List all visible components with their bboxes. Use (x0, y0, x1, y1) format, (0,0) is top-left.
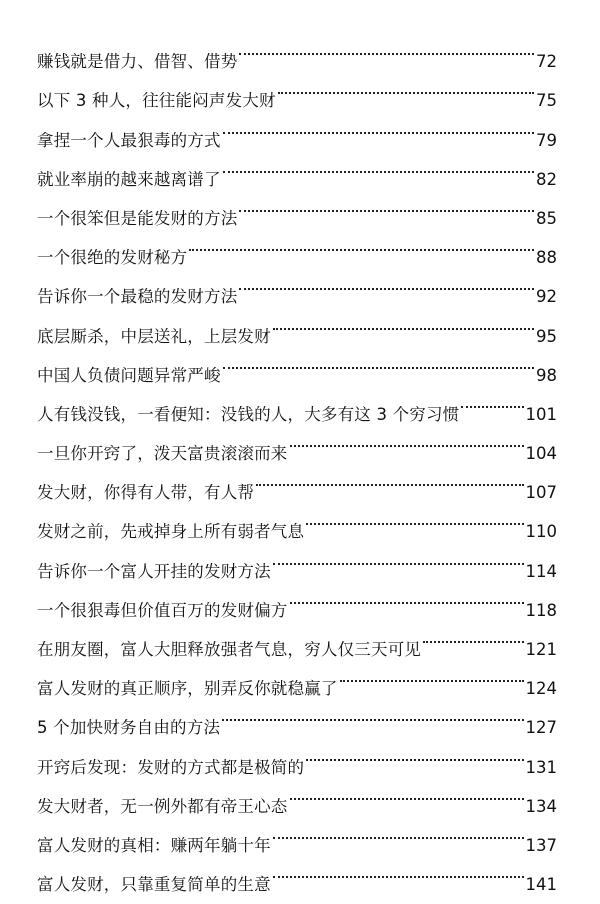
toc-entry-title: 一个很狠毒但价值百万的发财偏方 (37, 600, 288, 620)
toc-dot-leader (290, 773, 524, 812)
toc-dot-leader (273, 537, 524, 576)
toc-entry-page-number: 101 (525, 404, 557, 424)
toc-entry-page-number: 95 (536, 326, 557, 346)
toc-dot-leader (223, 146, 534, 185)
toc-dot-leader (290, 420, 524, 459)
toc-entry-title: 发大财者，无一例外都有帝王心态 (37, 796, 288, 816)
toc-entry-page-number: 85 (536, 208, 557, 228)
toc-entry-page-number: 98 (536, 365, 557, 385)
toc-list (37, 28, 557, 895)
toc-entry-page-number: 114 (525, 561, 557, 581)
toc-dot-leader (340, 655, 524, 694)
toc-entry-page-number: 75 (536, 91, 557, 111)
toc-entry-title: 发大财，你得有人带，有人帮 (37, 483, 255, 503)
toc-dot-leader (306, 498, 523, 537)
toc-dot-leader (273, 302, 534, 341)
toc-entry-page-number: 118 (525, 600, 557, 620)
toc-dot-leader (239, 185, 534, 224)
toc-entry-title: 赚钱就是借力、借智、借势 (37, 52, 238, 72)
toc-entry-page-number: 141 (525, 875, 557, 895)
toc-dot-leader (461, 381, 523, 420)
toc-dot-leader (290, 577, 524, 616)
toc-entry-title: 一个很绝的发财秘方 (37, 248, 188, 268)
toc-entry-page-number: 104 (525, 444, 557, 464)
toc-entry-title: 中国人负债问题异常严峻 (37, 365, 221, 385)
toc-entry-title: 拿捏一个人最狠毒的方式 (37, 130, 221, 150)
toc-dot-leader (256, 459, 523, 498)
toc-entry-title: 告诉你一个最稳的发财方法 (37, 287, 238, 307)
toc-entry-title: 人有钱没钱，一看便知：没钱的人，大多有这 3 个穷习惯 (37, 404, 460, 424)
toc-entry-page-number: 124 (525, 679, 557, 699)
toc-entry-title: 富人发财，只靠重复简单的生意 (37, 875, 271, 895)
toc-entry-title: 一旦你开窍了，泼天富贵滚滚而来 (37, 444, 288, 464)
toc-entry-title: 告诉你一个富人开挂的发财方法 (37, 561, 271, 581)
toc-entry-page-number: 72 (536, 52, 557, 72)
toc-entry-title: 5 个加快财务自由的方法 (37, 718, 221, 738)
toc-entry-page-number: 88 (536, 248, 557, 268)
toc-dot-leader (278, 67, 534, 106)
toc-entry[interactable] (37, 28, 557, 72)
toc-entry-title: 在朋友圈，富人大胆释放强者气息，穷人仅三天可见 (37, 640, 422, 659)
toc-dot-leader (273, 851, 524, 890)
toc-dot-leader (423, 616, 523, 655)
toc-entry-title: 底层厮杀，中层送礼，上层发财 (37, 326, 271, 346)
toc-entry-page-number: 131 (525, 757, 557, 777)
toc-entry-page-number: 137 (525, 835, 557, 855)
toc-dot-leader (273, 812, 524, 851)
toc-entry-title: 发财之前，先戒掉身上所有弱者气息 (37, 522, 305, 542)
toc-dot-leader (306, 733, 523, 772)
toc-dot-leader (239, 28, 534, 67)
toc-dot-leader (223, 342, 534, 381)
toc-entry-page-number: 110 (525, 522, 557, 542)
toc-entry-title: 就业率崩的越来越离谱了 (37, 169, 221, 189)
toc-entry-title: 以下 3 种人，往往能闷声发大财 (37, 91, 276, 111)
toc-entry-page-number: 92 (536, 287, 557, 307)
toc-entry-page-number: 127 (525, 718, 557, 738)
toc-entry-page-number: 134 (525, 796, 557, 816)
toc-dot-leader (222, 694, 523, 733)
toc-entry-page-number: 121 (525, 640, 557, 659)
toc-dot-leader (239, 263, 534, 302)
toc-entry-title: 一个很笨但是能发财的方法 (37, 208, 238, 228)
toc-entry-title: 富人发财的真正顺序，别弄反你就稳赢了 (37, 679, 338, 699)
toc-entry-page-number: 107 (525, 483, 557, 503)
toc-entry-page-number: 82 (536, 169, 557, 189)
toc-entry-title: 富人发财的真相：赚两年躺十年 (37, 835, 271, 855)
toc-dot-leader (223, 106, 534, 145)
toc-entry-page-number: 79 (536, 130, 557, 150)
toc-dot-leader (189, 224, 534, 263)
toc-entry-title: 开窍后发现：发财的方式都是极简的 (37, 757, 305, 777)
